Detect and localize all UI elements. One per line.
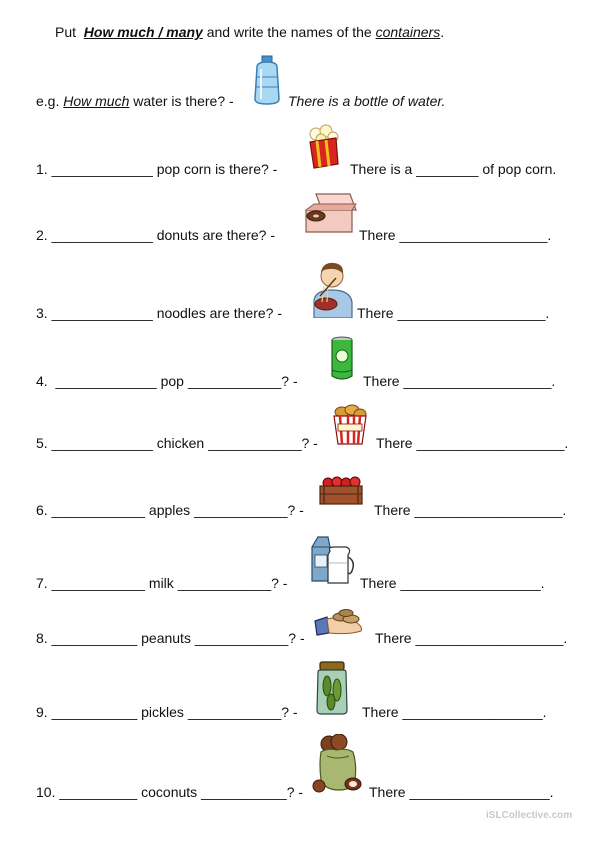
item-1-answer[interactable]: There is a ________ of pop corn. (350, 161, 557, 177)
answer-blank[interactable]: _____________ (51, 161, 153, 177)
answer-blank[interactable]: _____________ (51, 435, 153, 451)
item-1-question: 1. _____________ pop corn is there? - (36, 161, 278, 177)
item-7-question: 7. ____________ milk ____________? - (36, 575, 288, 591)
answer-blank[interactable]: ____________ (51, 502, 146, 518)
answer-blank[interactable]: _____________ (51, 227, 153, 243)
instruction-line: Put How much / many and write the names of the containers. (55, 24, 445, 40)
answer-blank[interactable]: ____________ (177, 575, 272, 591)
item-4-question: 4. _____________ pop ____________? - (36, 373, 298, 389)
item-4-answer[interactable]: There ___________________. (363, 373, 556, 389)
item-2-question: 2. _____________ donuts are there? - (36, 227, 275, 243)
answer-blank[interactable]: ____________ (194, 502, 288, 518)
pickle-jar-icon (313, 660, 351, 716)
answer-blank[interactable]: _____________ (51, 305, 153, 321)
answer-blank[interactable]: ___________ (51, 704, 138, 720)
item-8-question: 8. ___________ peanuts ____________? - (36, 630, 305, 646)
watermark: iSLCollective.com (486, 810, 573, 821)
water-bottle-icon (251, 55, 283, 105)
item-9-answer[interactable]: There __________________. (362, 704, 547, 720)
item-10-answer[interactable]: There __________________. (369, 784, 554, 800)
example-prefix: e.g. (36, 93, 60, 109)
example-how-much: How much (63, 93, 130, 109)
item-3-answer[interactable]: There ___________________. (357, 305, 550, 321)
item-6-question: 6. ____________ apples ____________? - (36, 502, 304, 518)
instruction-middle: and write the names of the (206, 24, 372, 40)
example-answer: There is a bottle of water. (288, 93, 446, 109)
item-10-question: 10. __________ coconuts ___________? - (36, 784, 304, 800)
item-8-answer[interactable]: There ___________________. (375, 630, 568, 646)
answer-blank[interactable]: ____________ (51, 575, 146, 591)
peanuts-hand-icon (313, 607, 369, 639)
item-3-question: 3. _____________ noodles are there? - (36, 305, 283, 321)
milk-carton-jug-icon (308, 533, 356, 587)
answer-blank[interactable]: ____________ (194, 630, 289, 646)
item-6-answer[interactable]: There ___________________. (374, 502, 567, 518)
item-5-answer[interactable]: There ___________________. (376, 435, 569, 451)
answer-blank[interactable]: ___________ (201, 784, 287, 800)
popcorn-icon (304, 124, 342, 170)
soda-can-icon (329, 336, 355, 382)
answer-blank[interactable]: __________ (59, 784, 138, 800)
donut-box-icon (302, 192, 358, 236)
item-5-question: 5. _____________ chicken ____________? - (36, 435, 318, 451)
apple-crate-icon (318, 474, 364, 506)
example-line (36, 93, 234, 109)
chicken-bucket-icon (332, 404, 368, 446)
boy-eating-noodles-icon (306, 256, 358, 318)
instruction-put: Put (55, 24, 77, 40)
instruction-containers: containers (375, 24, 441, 40)
example-question: water is there? - (133, 93, 234, 109)
coconut-sack-icon (309, 734, 365, 794)
answer-blank[interactable]: ____________ (187, 373, 282, 389)
instruction-how-much-many: How much / many (83, 24, 203, 40)
answer-blank[interactable]: _____________ (55, 373, 157, 389)
answer-blank[interactable]: ____________ (208, 435, 302, 451)
answer-blank[interactable]: ____________ (187, 704, 282, 720)
item-2-answer[interactable]: There ___________________. (359, 227, 552, 243)
item-7-answer[interactable]: There __________________. (360, 575, 545, 591)
item-9-question: 9. ___________ pickles ____________? - (36, 704, 298, 720)
answer-blank[interactable]: ___________ (51, 630, 138, 646)
